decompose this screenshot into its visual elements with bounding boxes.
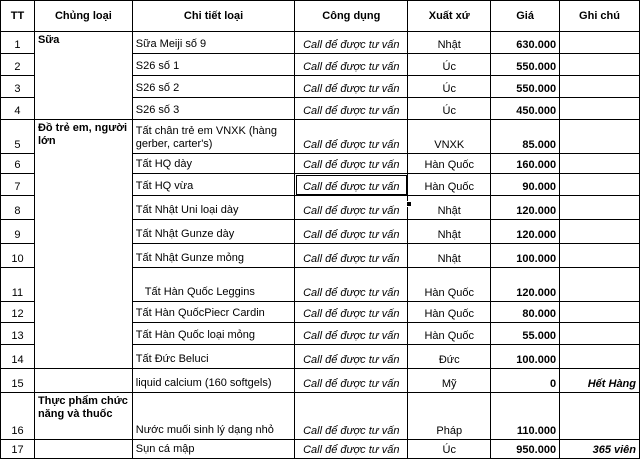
detail-cell[interactable]: Tất Nhật Uni loại dày	[132, 196, 295, 220]
table-row	[1, 393, 640, 440]
use-cell[interactable]: Call để được tư vấn	[295, 196, 408, 220]
row-number[interactable]: 9	[1, 220, 35, 244]
table-row	[1, 32, 640, 54]
use-cell[interactable]: Call để được tư vấn	[295, 323, 408, 345]
detail-cell[interactable]: S26 số 1	[132, 54, 295, 76]
use-cell[interactable]: Call để được tư vấn	[295, 268, 408, 302]
price-cell[interactable]: 120.000	[491, 196, 560, 220]
use-cell[interactable]: Call để được tư vấn	[295, 98, 408, 120]
price-cell[interactable]: 110.000	[491, 393, 560, 440]
price-cell[interactable]: 160.000	[491, 154, 560, 174]
price-cell[interactable]: 950.000	[491, 440, 560, 459]
origin-cell[interactable]: Mỹ	[408, 369, 491, 393]
note-cell[interactable]	[560, 268, 640, 302]
header-price[interactable]: Giá	[491, 1, 560, 32]
origin-cell[interactable]: Nhật	[408, 196, 491, 220]
category-cell[interactable]: Thực phẩm chức năng và thuốc	[34, 393, 132, 440]
price-cell[interactable]: 85.000	[491, 120, 560, 154]
header-type[interactable]: Chủng loại	[34, 1, 132, 32]
use-cell[interactable]: Call để được tư vấn	[295, 393, 408, 440]
origin-cell[interactable]: Đức	[408, 345, 491, 369]
use-cell[interactable]: Call để được tư vấn	[295, 244, 408, 268]
category-cell[interactable]: Sữa	[34, 32, 132, 120]
category-cell[interactable]: Đồ trẻ em, người lớn	[34, 120, 132, 369]
table-row	[1, 369, 640, 393]
price-cell[interactable]: 80.000	[491, 302, 560, 323]
note-cell[interactable]	[560, 120, 640, 154]
row-number[interactable]: 10	[1, 244, 35, 268]
detail-cell[interactable]: S26 số 2	[132, 76, 295, 98]
use-cell[interactable]: Call để được tư vấn	[295, 76, 408, 98]
use-cell-selected[interactable]: Call để được tư vấn	[295, 174, 408, 196]
origin-cell[interactable]: Nhật	[408, 220, 491, 244]
row-number[interactable]: 11	[1, 268, 35, 302]
category-cell-empty[interactable]	[34, 440, 132, 459]
origin-cell[interactable]: Úc	[408, 54, 491, 76]
note-cell[interactable]	[560, 32, 640, 54]
note-cell[interactable]	[560, 220, 640, 244]
detail-cell[interactable]: Sữa Meiji số 9	[132, 32, 295, 54]
row-number[interactable]: 6	[1, 154, 35, 174]
note-cell[interactable]	[560, 323, 640, 345]
row-number[interactable]: 4	[1, 98, 35, 120]
row-number[interactable]: 13	[1, 323, 35, 345]
origin-cell[interactable]: Nhật	[408, 244, 491, 268]
use-cell[interactable]: Call để được tư vấn	[295, 120, 408, 154]
detail-cell[interactable]: Tất Hàn Quốc Leggins	[132, 268, 295, 302]
header-detail[interactable]: Chi tiết loại	[132, 1, 295, 32]
detail-cell[interactable]: Tất Nhật Gunze mỏng	[132, 244, 295, 268]
price-cell[interactable]: 450.000	[491, 98, 560, 120]
row-number[interactable]: 14	[1, 345, 35, 369]
use-cell[interactable]: Call để được tư vấn	[295, 345, 408, 369]
origin-cell[interactable]: Hàn Quốc	[408, 323, 491, 345]
row-number[interactable]: 5	[1, 120, 35, 154]
price-cell[interactable]: 630.000	[491, 32, 560, 54]
origin-cell[interactable]: Hàn Quốc	[408, 302, 491, 323]
detail-cell[interactable]: Sụn cá mập	[132, 440, 295, 459]
price-cell[interactable]: 120.000	[491, 220, 560, 244]
row-number[interactable]: 7	[1, 174, 35, 196]
origin-cell[interactable]: Pháp	[408, 393, 491, 440]
note-cell[interactable]	[560, 54, 640, 76]
header-row	[1, 1, 640, 32]
origin-cell[interactable]: Nhật	[408, 32, 491, 54]
detail-cell[interactable]: Tất Hàn Quốc loại mỏng	[132, 323, 295, 345]
origin-cell[interactable]: Hàn Quốc	[408, 174, 491, 196]
note-cell[interactable]	[560, 345, 640, 369]
header-origin[interactable]: Xuất xứ	[408, 1, 491, 32]
detail-cell[interactable]: Tất Nhật Gunze dày	[132, 220, 295, 244]
detail-cell[interactable]: Nước muối sinh lý dạng nhỏ	[132, 393, 295, 440]
price-cell[interactable]: 550.000	[491, 76, 560, 98]
detail-cell[interactable]: Tất HQ vừa	[132, 174, 295, 196]
use-cell[interactable]: Call để được tư vấn	[295, 154, 408, 174]
header-note[interactable]: Ghi chú	[560, 1, 640, 32]
origin-cell[interactable]: Úc	[408, 98, 491, 120]
header-tt[interactable]: TT	[1, 1, 35, 32]
note-cell[interactable]	[560, 154, 640, 174]
detail-cell[interactable]: S26 số 3	[132, 98, 295, 120]
note-cell[interactable]	[560, 76, 640, 98]
detail-cell[interactable]: Tất Đức Beluci	[132, 345, 295, 369]
price-cell[interactable]: 120.000	[491, 268, 560, 302]
price-cell[interactable]: 550.000	[491, 54, 560, 76]
row-number[interactable]: 15	[1, 369, 35, 393]
price-cell[interactable]: 55.000	[491, 323, 560, 345]
origin-cell[interactable]: VNXK	[408, 120, 491, 154]
note-cell[interactable]	[560, 98, 640, 120]
row-number[interactable]: 12	[1, 302, 35, 323]
row-number[interactable]: 8	[1, 196, 35, 220]
note-cell[interactable]	[560, 393, 640, 440]
use-cell[interactable]: Call để được tư vấn	[295, 54, 408, 76]
table-row	[1, 440, 640, 459]
origin-cell[interactable]: Hàn Quốc	[408, 268, 491, 302]
price-cell[interactable]: 90.000	[491, 174, 560, 196]
origin-cell[interactable]: Úc	[408, 76, 491, 98]
use-cell[interactable]: Call để được tư vấn	[295, 32, 408, 54]
table-row	[1, 120, 640, 154]
detail-cell[interactable]: Tất chân trẻ em VNXK (hàng gerber, carter's)	[132, 120, 295, 154]
use-cell[interactable]: Call để được tư vấn	[295, 369, 408, 393]
price-cell[interactable]: 0	[491, 369, 560, 393]
price-cell[interactable]: 100.000	[491, 345, 560, 369]
note-cell[interactable]: Hết Hàng	[560, 369, 640, 393]
row-number[interactable]: 1	[1, 32, 35, 54]
use-cell[interactable]: Call để được tư vấn	[295, 440, 408, 459]
detail-cell[interactable]: Tất HQ dày	[132, 154, 295, 174]
row-number[interactable]: 17	[1, 440, 35, 459]
row-number[interactable]: 3	[1, 76, 35, 98]
note-cell[interactable]	[560, 302, 640, 323]
detail-cell[interactable]: liquid calcium (160 softgels)	[132, 369, 295, 393]
use-cell[interactable]: Call để được tư vấn	[295, 220, 408, 244]
row-number[interactable]: 16	[1, 393, 35, 440]
detail-cell[interactable]: Tất Hàn QuốcPiecr Cardin	[132, 302, 295, 323]
origin-cell[interactable]: Úc	[408, 440, 491, 459]
header-use[interactable]: Công dụng	[295, 1, 408, 32]
note-cell[interactable]	[560, 174, 640, 196]
note-cell[interactable]: 365 viên	[560, 440, 640, 459]
note-cell[interactable]	[560, 196, 640, 220]
note-cell[interactable]	[560, 244, 640, 268]
price-cell[interactable]: 100.000	[491, 244, 560, 268]
row-number[interactable]: 2	[1, 54, 35, 76]
origin-cell[interactable]: Hàn Quốc	[408, 154, 491, 174]
category-cell-empty[interactable]	[34, 369, 132, 393]
fill-handle[interactable]	[406, 201, 412, 207]
use-cell[interactable]: Call để được tư vấn	[295, 302, 408, 323]
